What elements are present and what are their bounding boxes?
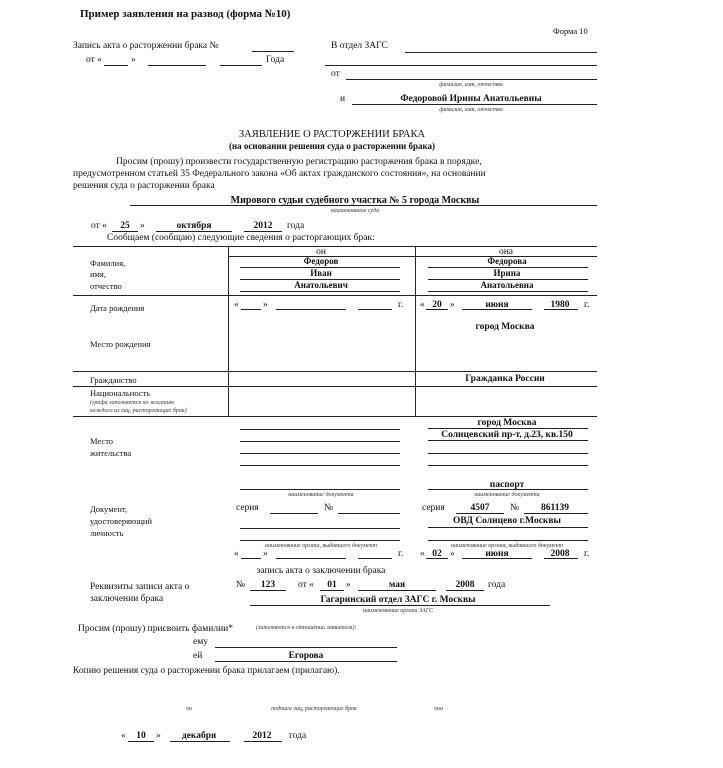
zags-line [405,52,597,53]
he-birth-month-line [276,309,346,310]
he-birth-day-line [241,309,261,310]
header-divider [228,256,597,257]
she-birth-year-line [544,309,578,310]
form-number: Форма 10 [553,26,588,36]
attach-text: Копию решения суда о расторжении брака прилагаем (прилагаю). [73,666,340,676]
he-number-line [338,513,400,514]
zags-line-2 [325,65,597,66]
she-residence-line-1 [428,428,588,429]
marriage-label-2: заключении брака [90,594,164,604]
sign-he-label: он [186,706,192,712]
fio-hint-1: фамилия, имя, отчество [439,82,503,88]
she-birth-month-line [462,309,532,310]
row-divider-2 [73,371,597,372]
he-birth-year-line [358,309,392,310]
she-doc-date-close: » [450,549,455,559]
record-month-line [148,65,206,66]
final-day-line [128,741,154,742]
final-year-line [244,741,282,742]
new-surname: Егорова [288,651,324,661]
he-residence-line-3 [240,453,400,454]
she-issuer-hint: наименование органа, выдавшего документ [451,543,563,549]
he-birth-g: г. [398,300,404,310]
he-birth-open: « [234,300,239,310]
record-from-close: » [131,55,136,65]
marriage-year: 2008 [455,580,475,590]
court-month-line [156,231,232,232]
nationality-label: Национальность [90,388,151,398]
she-birth-place: город Москва [475,322,535,332]
second-applicant-name: Федоровой Ирины Анатольевны [400,94,542,104]
she-citizenship: Гражданка России [465,374,545,384]
she-patronymic: Анатольевна [480,280,534,290]
request-line-3: решения суда о расторжении брака [73,181,215,191]
court-date-month: октября [176,221,212,231]
he-issuer-line-1 [240,528,400,529]
final-month-line [170,741,230,742]
to-him-label: ему [193,637,208,647]
court-year-line [244,231,282,232]
court-hint: наименование суда [330,208,380,214]
marriage-suffix: года [488,580,506,590]
marriage-month: мая [388,580,406,590]
fio-hint-2: фамилия, имя, отчество [439,107,503,113]
he-birth-close: » [263,300,268,310]
residence-label-1: Место [90,436,114,446]
he-residence-line-1 [240,429,400,430]
she-doc-name-line [428,489,588,490]
she-residence-2: Солнцевский пр-т, д.23, кв.150 [441,430,573,440]
he-doc-year-line [358,558,392,559]
she-birth-g: г. [584,300,590,310]
marriage-no: 123 [260,580,276,590]
table-top-border [73,246,597,247]
he-issuer-hint: наименование органа, выдавшего документ [265,543,377,549]
row-divider-4 [73,416,597,417]
she-series-label: серия [422,503,445,513]
he-number-label: № [324,503,334,513]
he-residence-line-2 [240,441,400,442]
she-residence-line-2 [428,440,588,441]
row-divider-1 [73,295,597,296]
she-doc-month: июня [485,549,509,559]
she-surname: Федорова [487,256,527,266]
record-from-open: от « [86,55,102,65]
he-firstname: Иван [310,268,332,278]
table-vdiv-2 [415,246,416,416]
request-line-1: Просим (прошу) произвести государственную регистрацию расторжения брака в порядке, [116,157,482,167]
she-issuer-line-1 [428,527,588,528]
marriage-org-hint: наименование органа ЗАГС [362,608,434,614]
place-label: Место рождения [90,339,151,349]
from-line [346,79,597,80]
marriage-from: от « [298,580,314,590]
she-doc-year-line [544,558,578,559]
she-doc-month-line [462,558,532,559]
row-divider-3 [73,386,597,387]
surname-request: Просим (прошу) присвоить фамилии* [78,624,234,634]
doc-label-1: Документ, [90,504,128,514]
she-residence-1: город Москва [477,418,537,428]
she-number: 861139 [541,503,569,513]
final-date-suffix: года [289,731,307,741]
court-name: Мирового судьи судебного участка № 5 города Москвы [230,195,480,206]
she-birth-day: 20 [432,300,442,310]
she-series-line [456,513,504,514]
she-birth-open: « [420,300,425,310]
doc-label-2: удостоверяющий [90,516,153,526]
marriage-day: 01 [327,580,337,590]
he-doc-name-line [240,489,400,490]
final-date-open: « [121,731,126,741]
marriage-label-1: Реквизиты записи акта о [90,582,190,592]
he-doc-date-g: г. [398,549,404,559]
she-issuer-line-2 [428,540,588,541]
marriage-month-line [358,590,436,591]
she-doc-day-line [426,558,448,559]
nationality-hint-1: (графа заполняется по желанию [90,400,174,406]
marriage-no-label: № [236,580,246,590]
residence-label-2: жительства [90,448,132,458]
sign-she-label: она [434,706,443,712]
court-date-open: от « [91,221,107,231]
final-date-close: » [156,731,161,741]
she-series: 4507 [470,503,490,513]
he-doc-day-line [241,558,261,559]
marriage-org-line [250,605,550,606]
she-number-line [524,513,588,514]
name-label-3: отчество [90,281,122,291]
request-line-2: предусмотренном статьей 35 Федерального закона «Об актах гражданского состояния», на основании [73,169,486,179]
he-patronymic: Анатольевич [294,280,348,290]
she-firstname: Ирина [493,268,521,278]
he-doc-date-close: » [263,549,268,559]
he-doc-name-hint: наименование документа [288,492,354,498]
from-label: от [331,69,340,79]
he-patronymic-line [240,291,400,292]
record-day-line [104,65,128,66]
court-date-year: 2012 [253,221,273,231]
marriage-year-line [446,590,484,591]
he-residence-line-4 [240,465,400,466]
she-birth-day-line [426,309,448,310]
she-birth-close: » [450,300,455,310]
court-day-line [112,231,138,232]
she-residence-line-3 [428,453,588,454]
nationality-hint-2: каждого из лиц, расторгающих брак) [90,408,187,414]
court-line [130,205,597,206]
birth-label: Дата рождения [90,303,145,313]
she-doc-year: 2008 [550,549,570,559]
she-doc-day: 02 [432,549,442,559]
zags-label: В отдел ЗАГС [331,41,388,51]
to-her-label: ей [193,651,203,661]
record-number-line [252,51,294,52]
final-date-year: 2012 [252,731,272,741]
inform-text: Сообщаем (сообщаю) следующие сведения о расторгающих брак: [107,233,375,243]
court-date-close: » [140,221,145,231]
citizenship-label: Гражданство [90,375,137,385]
document-title: ЗАЯВЛЕНИЕ О РАСТОРЖЕНИИ БРАКА [238,129,426,140]
marriage-close: » [346,580,351,590]
she-doc-date-g: г. [584,549,590,559]
he-doc-month-line [276,558,346,559]
she-birth-year: 1980 [550,300,570,310]
he-doc-date-open: « [234,549,239,559]
and-label: и [340,94,346,104]
him-surname-line [215,647,397,648]
she-doc-name-hint: наименование документа [474,492,540,498]
he-series-line [270,513,318,514]
she-residence-line-4 [428,465,588,466]
surname-hint: (заполняется в отношении заявителя): [256,625,357,631]
record-label: Запись акта о расторжении брака № [73,41,219,51]
final-date-day: 10 [136,731,146,741]
court-date-day: 25 [120,221,130,231]
she-number-label: № [510,503,520,513]
sign-hint: подписи лиц, расторгающих брак [271,706,357,712]
he-issuer-line-2 [240,540,400,541]
court-date-suffix: года [287,221,305,231]
col-she-header: она [498,247,514,257]
he-surname: Федоров [303,256,339,266]
name-label-1: Фамилия, [90,258,126,268]
her-surname-line [215,661,397,662]
record-goda: Года [266,55,285,65]
marriage-org: Гагаринский отдел ЗАГС г. Москвы [320,595,476,605]
marriage-day-line [320,590,344,591]
page-heading: Пример заявления на развод (форма №10) [80,8,291,20]
table-vdiv-1 [228,246,229,416]
he-series-label: серия [236,503,259,513]
she-doc-name: паспорт [489,480,525,490]
marriage-head: запись акта о заключении брака [256,566,386,576]
record-year-line [220,65,262,66]
she-doc-date-open: « [420,549,425,559]
doc-label-3: личность [90,528,124,538]
document-subtitle: (на основании решения суда о расторжении брака) [228,141,436,151]
she-issuer: ОВД Солнцево г.Москвы [453,516,561,526]
final-date-month: декабря [181,731,217,741]
second-applicant-line [352,104,597,105]
col-he-header: он [316,247,326,257]
name-label-2: имя, [90,269,106,279]
marriage-no-line [250,590,286,591]
she-patronymic-line [428,291,588,292]
she-birth-month: июня [485,300,509,310]
